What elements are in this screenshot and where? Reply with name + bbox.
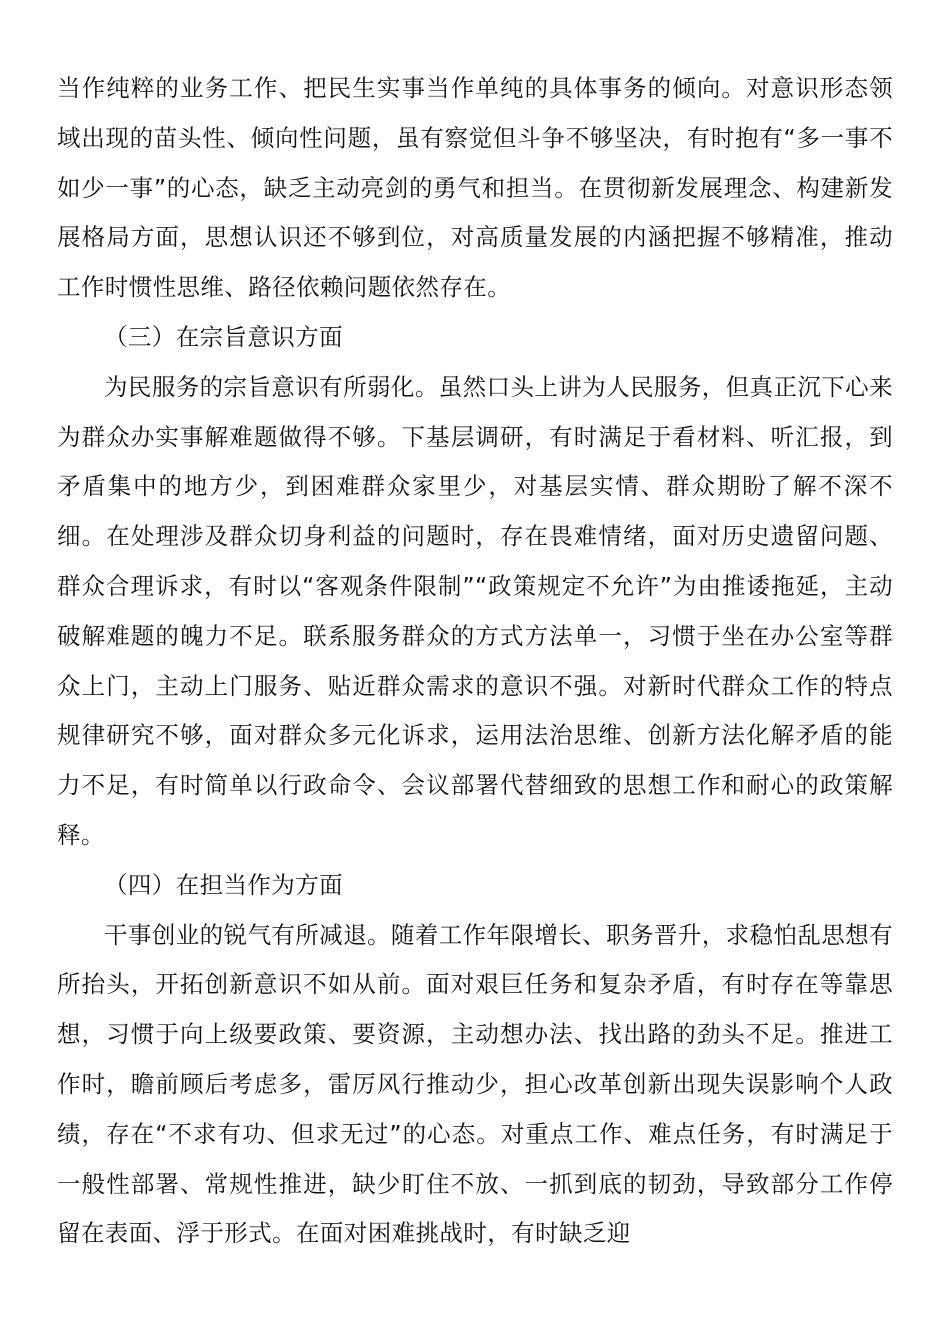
- section-heading-3: （三）在宗旨意识方面: [104, 322, 343, 351]
- paragraph-continued: 当作纯粹的业务工作、把民生实事当作单纯的具体事务的倾向。对意识形态领域出现的苗头性、倾向性问题，虽有察觉但斗争不够坚决，有时抱有“多一事不如少一事”的心态，缺乏主动亮剑的勇气和担当。在贯彻新发展理念、构建新发展格局方面，思想认识还不够到位，对高质量发展的内涵把握不够精准，推动工作时惯性思维、路径依赖问题依然存在。: [57, 74, 893, 302]
- section-body-3: 为民服务的宗旨意识有所弱化。虽然口头上讲为人民服务，但真正沉下心来为群众办实事解难题做得不够。下基层调研，有时满足于看材料、听汇报，到矛盾集中的地方少，到困难群众家里少，对基层实情、群众期盼了解不深不细。在处理涉及群众切身利益的问题时，存在畏难情绪，面对历史遗留问题、群众合理诉求，有时以“客观条件限制”“政策规定不允许”为由推诿拖延，主动破解难题的魄力不足。联系服务群众的方式方法单一，习惯于坐在办公室等群众上门，主动上门服务、贴近群众需求的意识不强。对新时代群众工作的特点规律研究不够，面对群众多元化诉求，运用法治思维、创新方法化解矛盾的能力不足，有时简单以行政命令、会议部署代替细致的思想工作和耐心的政策解释。: [57, 372, 893, 849]
- section-body-4: 干事创业的锐气有所减退。随着工作年限增长、职务晋升，求稳怕乱思想有所抬头，开拓创新意识不如从前。面对艰巨任务和复杂矛盾，有时存在等靠思想，习惯于向上级要政策、要资源，主动想办法、找出路的劲头不足。推进工作时，瞻前顾后考虑多，雷厉风行推动少，担心改革创新出现失误影响个人政绩，存在“不求有功、但求无过”的心态。对重点工作、难点任务，有时满足于一般性部署、常规性推进，缺少盯住不放、一抓到底的韧劲，导致部分工作停留在表面、浮于形式。在面对困难挑战时，有时缺乏迎: [57, 920, 893, 1248]
- section-heading-4: （四）在担当作为方面: [104, 870, 343, 899]
- document-page: [57, 64, 893, 1259]
